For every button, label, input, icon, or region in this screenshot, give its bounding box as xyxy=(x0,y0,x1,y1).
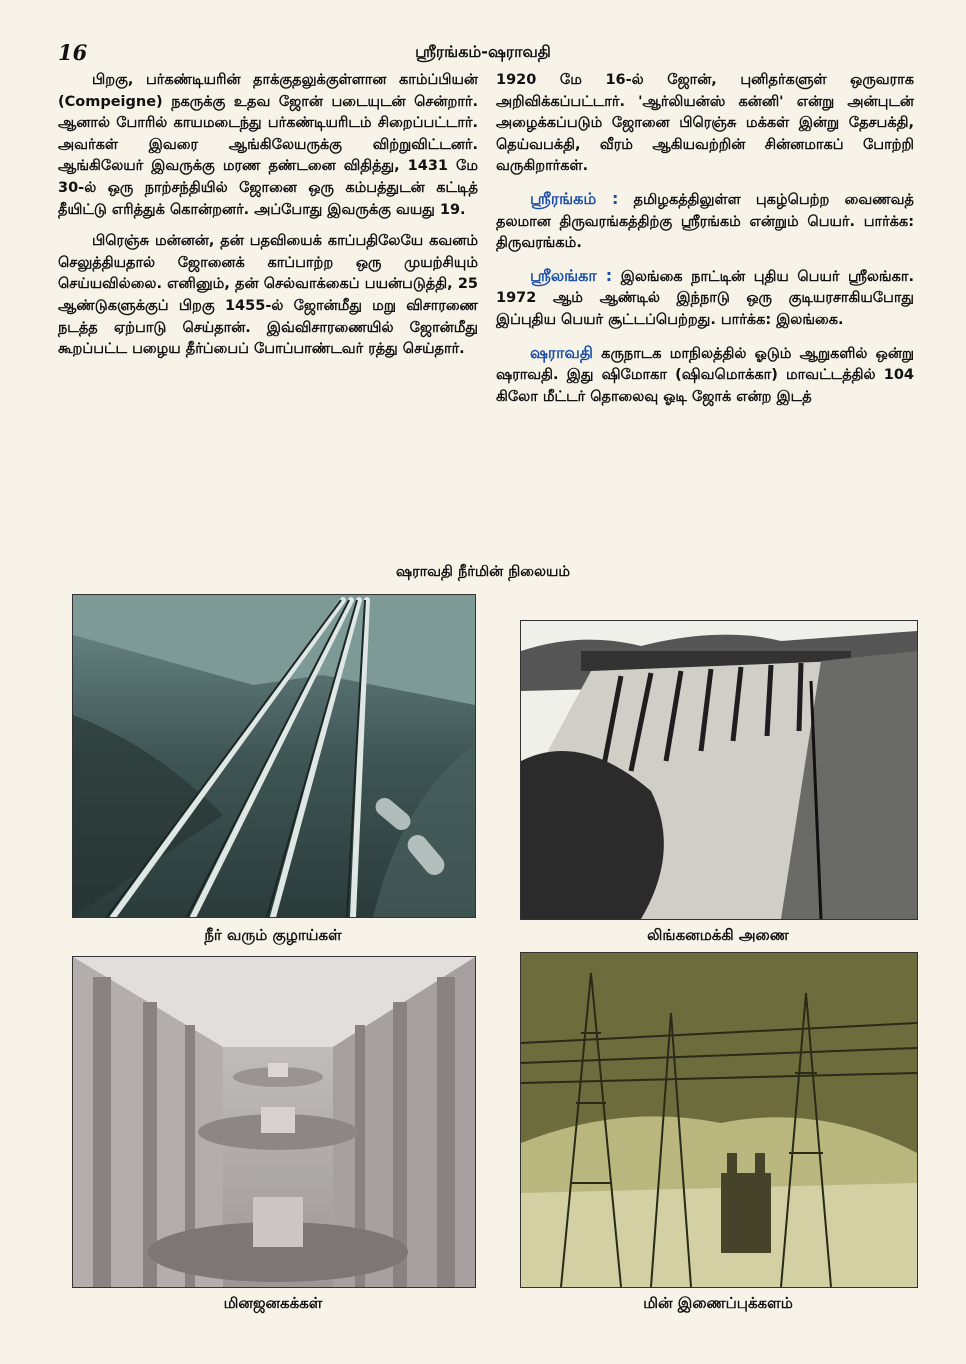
photo-caption: நீர் வரும் குழாய்கள் xyxy=(204,926,342,944)
photo-switchyard xyxy=(520,952,918,1288)
paragraph: பிறகு, பர்கண்டியரின் தாக்குதலுக்குள்ளான காம்ப்பியன் (Compeigne) நகருக்கு உதவ ஜோன் படையுடன் சென்றார். ஆனால் போரில் காயமடைந்து பர்கண்டியரிடம் சிறைப்பட்டார். அவர்கள் இவரை ஆங்கிலேயருக்கு விற்றுவிட்டனர். ஆங்கிலேயர் இவருக்கு மரண தண்டனை விதித்து, 1431 மே 30-ல் ஒரு நாற்சந்தியில் ஜோனை ஒரு கம்பத்துடன் கட்டித் தீயிட்டு எரித்துக் கொன்றனர். அப்போது இவருக்கு வயது 19. xyxy=(58,72,478,218)
paragraph: பிரெஞ்சு மன்னன், தன் பதவியைக் காப்பதிலேயே கவனம் செலுத்தியதால் ஜோனைக் காப்பாற்ற ஒரு முயற்சியும் செய்யவில்லை. எனினும், தன் செல்வாக்கைப் பயன்படுத்தி, 25 ஆண்டுகளுக்குப் பிறகு 1455-ல் ஜோன்மீது மறு விசாரணை நடத்த ஏற்பாடு செய்தான். இவ்விசாரணையில் ஜோன்மீது கூறப்பட்ட பழைய தீர்ப்பைப் போப்பாண்டவர் ரத்து செய்தார். xyxy=(58,233,478,358)
entry-heading: ஷராவதி xyxy=(530,342,593,362)
photo-caption: மினஜனகக்கள் xyxy=(223,1294,323,1312)
entry-text: இலங்கை நாட்டின் புதிய பெயர் ஸ்ரீலங்கா. 1972 ஆம் ஆண்டில் இந்நாடு ஒரு குடியரசாகியபோது இப்புதிய பெயர் சூட்டப்பெற்றது. பார்க்க: இலங்கை. xyxy=(496,268,914,328)
photo-penstock-pipes xyxy=(72,594,476,918)
photo-caption: லிங்கனமக்கி அணை xyxy=(647,926,789,944)
entry-srirangam xyxy=(496,188,914,255)
entry-heading: ஸ்ரீரங்கம் : xyxy=(530,188,619,208)
entry-sharavathi xyxy=(496,342,914,409)
running-head: ஸ்ரீரங்கம்-ஷராவதி xyxy=(415,42,551,61)
figure-section-caption: ஷராவதி நீர்மின் நிலையம் xyxy=(395,564,571,580)
right-column xyxy=(496,70,914,418)
page-number: 16 xyxy=(58,40,88,65)
left-column xyxy=(58,70,478,371)
entry-text: தமிழகத்திலுள்ள புகழ்பெற்ற வைணவத் தலமான திருவரங்கத்திற்கு ஸ்ரீரங்கம் என்றும் பெயர். பார்க்க: திருவரங்கம். xyxy=(496,191,915,252)
photo-linganamakki-dam xyxy=(520,620,918,920)
photo-generator-hall xyxy=(72,956,476,1288)
entry-srilanka xyxy=(496,265,914,332)
entry-heading: ஸ்ரீலங்கா : xyxy=(530,265,613,285)
photo-caption: மின் இணைப்புக்களம் xyxy=(643,1294,793,1312)
entry-text: கருநாடக மாநிலத்தில் ஓடும் ஆறுகளில் ஒன்று ஷராவதி. இது ஷிமோகா (ஷிவமொக்கா) மாவட்டத்தில் 104 கிலோ மீட்டர் தொலைவு ஓடி ஜோக் என்ற இடத் xyxy=(496,345,914,405)
paragraph: 1920 மே 16-ல் ஜோன், புனிதர்களுள் ஒருவராக அறிவிக்கப்பட்டார். 'ஆர்லியன்ஸ் கன்னி' என்று அன்புடன் அழைக்கப்படும் ஜோனை பிரெஞ்சு மக்கள் இன்று தேசபக்தி, தெய்வபக்தி, வீரம் ஆகியவற்றின் சின்னமாகப் போற்றி வருகிறார்கள். xyxy=(496,72,914,175)
